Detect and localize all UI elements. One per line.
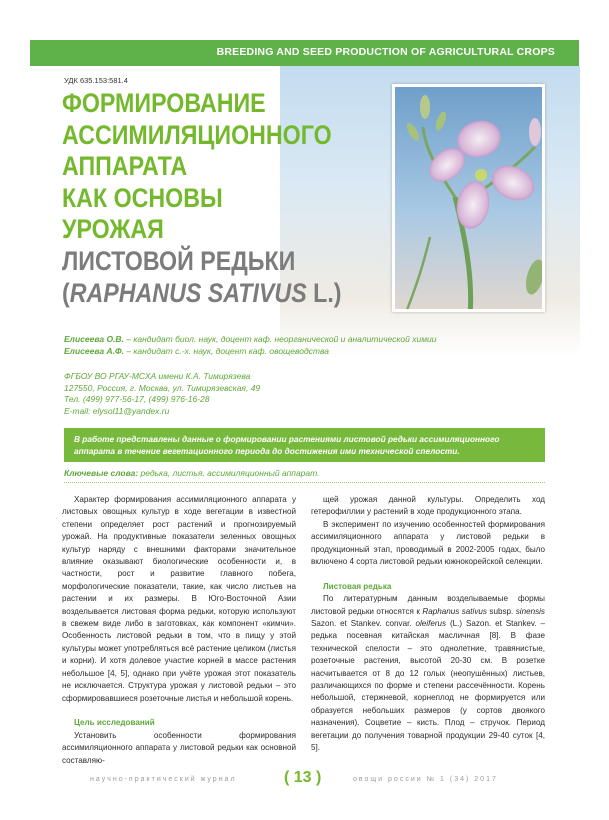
authors-block bbox=[64, 334, 436, 357]
affiliation-org: ФГБОУ ВО РГАУ-МСХА имени К.А. Тимирязева bbox=[64, 371, 251, 381]
body-paragraph: Характер формирования ассимиляционного аппарата у листовых овощных культур в ходе вегетации в известной степени определяет рост растений и прогнозируемый урожай. На продуктивные показатели зеленных овощных культур наряду с внешними факторами значительное влияние оказывают биологические особенности и, в частности, рост и развитие главного побега, морфологические показатели, такие, как число листьев на растении и их размеры. В Юго-Восточной Азии возделывается листовая форма редьки, которую используют в свежем виде либо в заготовках, как компонент «кимчи». Особенность листовой редьки в том, что в пищу у этой культуры может употребляться всё растение целиком (листья и корни). И хотя долевое участие корней в массе растения небольшое [4, 5], однако при учёте урожая этот показатель не исключается. Структура урожая у листовой редьки – это сформировавшиеся розеточные листья и небольшой корень. bbox=[62, 495, 296, 703]
affiliation-address: 127550, Россия, г. Москва, ул. Тимирязевская, 49 bbox=[64, 382, 261, 393]
title-line: (RAPHANUS SATIVUS L.) bbox=[62, 277, 342, 308]
article-title-gray bbox=[62, 246, 342, 309]
page-number: ( 13 ) bbox=[284, 769, 322, 786]
article-title-green bbox=[62, 88, 332, 246]
author-name: Елисеева О.В. bbox=[64, 334, 124, 344]
author-role: – кандидат биол. наук, доцент каф. неорганической и аналитической химии bbox=[123, 334, 437, 344]
body-column-left bbox=[62, 494, 296, 767]
footer-journal-issue: овощи россии № 1 (34) 2017 bbox=[353, 776, 498, 783]
section-header-bar bbox=[30, 40, 579, 66]
affiliation-phone: Тел. (499) 977-56-17, (499) 976-16-28 bbox=[64, 394, 210, 404]
affiliation-email[interactable]: E-mail: elysol11@yandex.ru bbox=[64, 405, 170, 416]
leaf-radish-heading: Листовая редька bbox=[323, 581, 392, 591]
title-line: АППАРАТА bbox=[62, 151, 188, 181]
title-line: КАК ОСНОВЫ bbox=[62, 182, 223, 213]
goal-heading: Цель исследований bbox=[74, 718, 155, 728]
latin-name: RAPHANUS SATIVUS bbox=[69, 277, 307, 308]
keywords-text: редька, листья, ассимиляционный аппарат. bbox=[138, 468, 320, 478]
body-paragraph: щей урожая данной культуры. Определить ход гетерофиллии у растений в ходе продукционного этапа. bbox=[311, 495, 545, 517]
keywords-line bbox=[64, 468, 319, 478]
author-role: – кандидат с.-х. наук, доцент каф. овощеводства bbox=[123, 345, 329, 356]
abstract-text: В работе представлены данные о формировании растениями листовой редьки ассимиляционного аппарата в течение вегетационного периода до достижения ими технической спелости. bbox=[74, 434, 500, 456]
body-column-right bbox=[311, 494, 545, 755]
author-line bbox=[64, 334, 436, 346]
keywords-label: Ключевые слова: bbox=[64, 468, 139, 478]
body-paragraph: Установить особенности формирования ассимиляционного аппарата у листовой редьки как основной составляю- bbox=[62, 730, 296, 765]
title-line: УРОЖАЯ bbox=[62, 214, 164, 244]
author-line bbox=[64, 346, 436, 358]
author-name: Елисеева А.Ф. bbox=[64, 345, 124, 356]
body-paragraph: По литературным данным возделываемые формы листовой редьки относятся к Raphanus sativus subsp. sinensis Sazon. et Stankev. convar. oleiferus (L.) Sazon. et Stankev. – редька посевная китайская масличная [8]. В фазе технической спелости – это однолетние, травянистые, розеточные растения, высотой 20-30 см. В розетке насчитывается от 8 до 12 голых (неопушённых) листьев, различающихся по форме и степени рассечённости. Корень небольшой, стержневой, корнеплод не формируется или образуется небольших размеров (у сортов двоякого назначения). Соцветие – кисть. Плод – стручок. Период вегетации до получения товарной продукции 29-40 суток [4, 5]. bbox=[311, 594, 545, 753]
title-line: АССИМИЛЯЦИОННОГО bbox=[62, 119, 332, 150]
footer-journal-type: научно-практический журнал bbox=[90, 776, 237, 783]
flower-illustration bbox=[395, 87, 545, 312]
title-line: ФОРМИРОВАНИЕ bbox=[62, 88, 266, 118]
radish-flower-photo bbox=[392, 84, 545, 312]
affiliation-block bbox=[64, 371, 260, 417]
title-line: ЛИСТОВОЙ РЕДЬКИ bbox=[62, 246, 296, 276]
section-title: BREEDING AND SEED PRODUCTION OF AGRICULTURAL CROPS bbox=[216, 46, 555, 58]
udc-code: УДК 635.153:581.4 bbox=[64, 76, 128, 85]
dotted-divider bbox=[64, 482, 545, 483]
abstract-box bbox=[64, 428, 545, 462]
body-paragraph: В эксперимент по изучению особенностей формирования ассимиляционного аппарата у листовой редьки в продукционный этап, проводимый в 2002-2005 годах, было включено 4 сорта листовой редьки южнокорейской селекции. bbox=[311, 519, 545, 567]
